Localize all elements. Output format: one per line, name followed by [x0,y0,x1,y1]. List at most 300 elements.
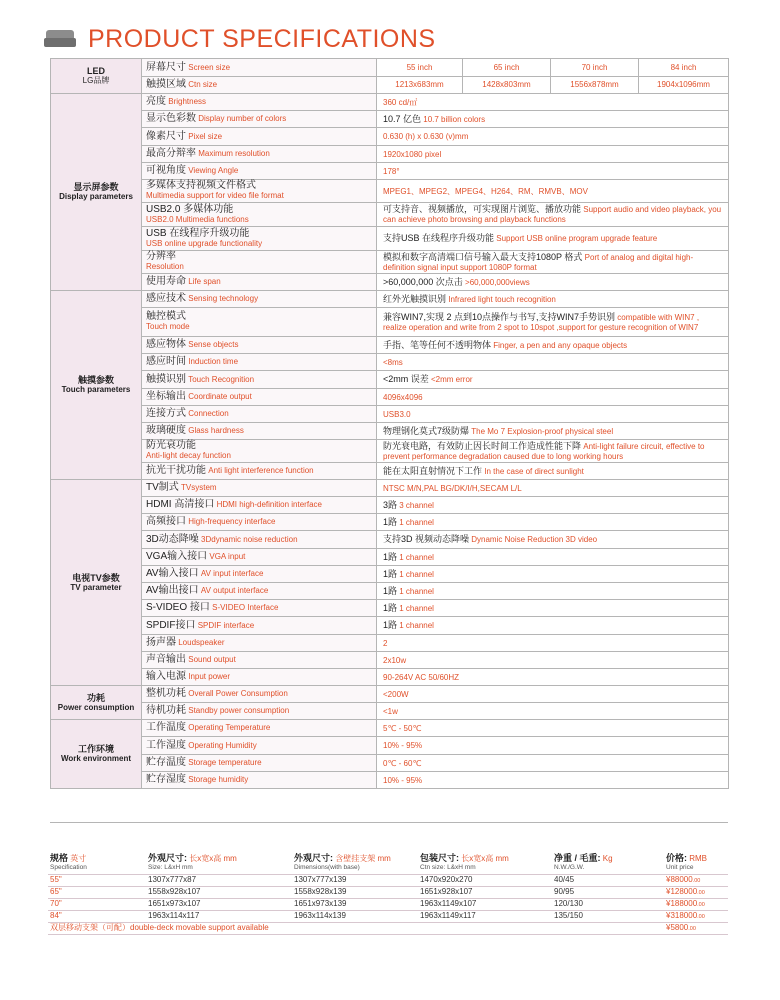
spec-row [51,291,729,308]
value-en: In the case of direct sunlight [484,466,584,476]
value-en: 1 channel [399,517,434,527]
label-cn: AV输入接口 [146,568,199,579]
category-cell [51,94,142,291]
label-en: Screen size [188,62,231,72]
label-cn: 触摸识别 [146,373,186,385]
label-cn: 玻璃硬度 [146,425,186,436]
value-en: 4096x4096 [383,392,423,402]
packing-cell-price [664,910,728,922]
spec-value [377,291,729,308]
category-subtitle: LG品牌 [82,76,110,85]
label-cn: 感应时间 [146,356,186,367]
spec-value [377,440,729,463]
header-cn: 外观尺寸: [148,853,187,863]
spec-label [142,497,377,514]
spec-value [377,423,729,440]
spec-label [142,703,377,720]
header-en: N.W./G.W. [554,864,585,871]
spec-row [51,531,729,549]
value-en: 1920x1080 pixel [383,149,442,159]
divider [50,822,728,823]
category-title: 工作环境 [77,744,114,754]
packing-row [48,886,728,898]
label-en: Viewing Angle [188,166,239,175]
spec-label [142,227,377,251]
label-cn: 显示色彩数 [146,113,196,124]
spec-row [51,480,729,497]
spec-table [50,58,729,789]
category-title: 显示屏参数 [73,182,119,192]
spec-label [142,480,377,497]
header-unit: 长x宽x高 mm [189,854,237,863]
spec-value [377,251,729,274]
spec-label [142,720,377,737]
value-en: NTSC M/N,PAL BG/DK/I/H,SECAM L/L [383,483,522,493]
spec-row [51,354,729,371]
label-en: Overall Power Consumption [188,689,288,698]
spec-label [142,251,377,274]
spec-row [51,337,729,354]
value-en: 0℃ - 60℃ [383,758,422,768]
label-cn: VGA输入接口 [146,551,208,562]
header-unit: 英寸 [70,854,87,863]
value-en: The Mo 7 Explosion-proof physical steel [471,426,614,436]
value-cn: 1路 [383,568,398,579]
label-en: Ctn size [188,80,218,89]
label-cn: 亮度 [146,96,166,107]
spec-row [51,463,729,480]
value-en: 10% - 95% [383,741,423,750]
category-title: 电视TV参数 [72,572,120,583]
packing-cell-ctn: 1651x928x107 [418,886,552,898]
label-en: Life span [188,277,221,286]
spec-row [51,440,729,463]
value-en: USB3.0 [383,409,411,419]
spec-label [142,686,377,703]
spec-value [377,128,729,146]
label-cn: 3D动态降噪 [146,533,199,545]
label-en: Anti-light decay function [146,451,231,460]
value-en: <2mm error [431,375,473,384]
value-en: 360 cd/㎡ [383,97,418,107]
packing-cell-weight: 120/130 [552,898,664,910]
size-cell: 65 inch [463,59,551,77]
spec-label [142,635,377,652]
spec-row [51,617,729,635]
header-unit: 含壁挂支架 mm [335,854,391,863]
value-cn: 兼容WIN7,实现 2 点到10点操作与书写,支持WIN7手势识别 [383,311,616,322]
spec-label [142,772,377,789]
value-en: 2 [383,638,388,648]
value-en: <8ms [383,357,403,367]
spec-label [142,514,377,531]
packing-cell-weight: 40/45 [552,874,664,886]
spec-label [142,440,377,463]
packing-header-cell [552,853,664,874]
value-en: 10% - 95% [383,775,423,785]
category-title: 功耗 [86,692,105,703]
spec-value [377,755,729,772]
spec-value [377,274,729,291]
spec-row [51,163,729,180]
spec-row [51,371,729,389]
category-cell [51,291,142,480]
spec-label [142,423,377,440]
spec-row [51,180,729,203]
spec-label [142,600,377,617]
value-cn: 红外光触摸识别 [383,293,447,304]
spec-label [142,549,377,566]
spec-label [142,291,377,308]
header-unit: 长x宽x高 mm [461,854,509,863]
label-en: Operating Temperature [188,723,271,732]
header-en: Unit price [666,864,694,871]
label-cn: 使用寿命 [146,276,186,287]
header-cn: 净重 / 毛重: [554,853,601,863]
spec-label [142,371,377,389]
spec-row [51,389,729,406]
spec-row [51,669,729,686]
spec-value [377,772,729,789]
spec-value [377,111,729,128]
label-cn: 屏幕尺寸 [146,61,186,73]
value-cn: 可支持音、视频播放，可实现图片浏览、播放功能 [383,204,582,214]
spec-row [51,549,729,566]
packing-header-cell [418,853,552,874]
label-cn: 像素尺寸 [146,130,186,142]
packing-header-cell [48,853,146,874]
label-en: TVsystem [181,483,217,492]
label-cn: 坐标输出 [146,391,186,402]
spec-row [51,251,729,274]
value-en: compatible with WIN7 , realize operation and write from 2 spot to 10spot ,support for gesture recognition of WIN7 [383,312,700,332]
label-en: Pixel size [188,131,223,141]
value-en: 1 channel [399,586,434,596]
value-cn: 支持USB 在线程序升级功能 [383,233,495,243]
label-cn: 连接方式 [146,408,186,419]
packing-cell-weight: 135/150 [552,910,664,922]
category-cell [51,480,142,686]
value-en: 1 channel [399,603,434,613]
header-cn: 包装尺寸: [420,853,459,863]
label-en: Coordinate output [188,392,252,401]
price-value: ¥128000 [666,886,698,896]
ctn-size-cell: 1556x878mm [551,77,639,94]
spec-label [142,406,377,423]
sofa-icon [44,30,76,48]
packing-cell-dim: 1558x928x107 [146,886,292,898]
spec-row [51,737,729,755]
category-title: LED [87,66,105,76]
value-cn: 防光衰电路，有效防止因长时间工作造成性能下降 [383,440,582,451]
spec-row [51,514,729,531]
category-subtitle: Work environment [60,754,132,763]
label-cn: 抗光干扰功能 [146,465,206,476]
label-en: Sound output [188,655,236,664]
spec-value [377,308,729,337]
label-en: Touch mode [146,322,190,331]
spec-label [142,128,377,146]
label-en: Glass hardness [188,426,244,435]
spec-row [51,406,729,423]
packing-cell-price [664,886,728,898]
label-en: Loudspeaker [178,638,225,647]
label-cn: SPDIF接口 [146,619,196,631]
spec-value [377,635,729,652]
packing-footer-row [48,922,728,934]
label-en: Sensing technology [188,294,259,303]
label-cn: 扬声器 [146,637,176,648]
label-cn: 可视角度 [146,165,186,176]
category-cell [51,720,142,789]
spec-value [377,227,729,251]
spec-value [377,566,729,583]
value-cn: 物理钢化莫式7级防爆 [383,425,470,436]
label-cn: 触控模式 [146,311,186,322]
packing-cell-dim-base: 1651x973x139 [292,898,418,910]
spec-value [377,389,729,406]
spec-row [51,94,729,111]
spec-value [377,406,729,423]
spec-label [142,77,377,94]
category-subtitle: TV parameter [70,582,122,592]
price-cents: .00 [697,889,705,896]
label-cn: 工作湿度 [146,739,186,751]
spec-row [51,686,729,703]
spec-label [142,203,377,227]
price-value: ¥88000 [666,874,693,884]
spec-label [142,163,377,180]
packing-cell-size: 70" [48,898,146,910]
label-en: Storage humidity [188,775,249,784]
value-en: Support audio and video playback, you can achieve photo browsing and playback functions [383,205,722,224]
packing-header-cell [146,853,292,874]
value-cn: 模拟和数字高清端口信号输入最大支持1080P 格式 [383,251,583,262]
label-cn: 高频接口 [146,516,186,527]
spec-value [377,337,729,354]
label-en: AV input interface [200,569,264,578]
label-cn: HDMI 高清接口 [146,499,215,510]
accessory-label: 双层移动支架（可配）double-deck movable support available [48,922,664,934]
page-header [44,24,436,54]
packing-cell-weight: 90/95 [552,886,664,898]
spec-label [142,583,377,600]
spec-label [142,274,377,291]
header-en: Specification [50,864,87,871]
spec-value [377,600,729,617]
category-title: 触摸参数 [77,375,114,385]
value-en: Support USB online program upgrade feature [496,234,658,243]
packing-table [48,853,728,935]
spec-value [377,203,729,227]
packing-cell-dim-base: 1558x928x139 [292,886,418,898]
spec-label [142,617,377,635]
label-en: AV output interface [200,586,269,595]
page-title: PRODUCT SPECIFICATIONS [88,24,436,53]
spec-label [142,652,377,669]
spec-row [51,703,729,720]
value-en: 0.630 (h) x 0.630 (v)mm [383,132,469,141]
spec-value [377,737,729,755]
ctn-size-cell: 1904x1096mm [639,77,729,94]
value-en: 1 channel [399,569,434,579]
spec-value [377,180,729,203]
price-value: ¥318000 [666,910,698,920]
value-en: Port of analog and digital high-definition signal input support 1080P format [383,252,694,272]
spec-row [51,635,729,652]
value-cn: 手指、笔等任何不透明物体 [383,339,492,350]
label-cn: 感应技术 [146,293,186,304]
label-cn: 待机功耗 [146,705,186,716]
packing-cell-price [664,874,728,886]
spec-row [51,497,729,514]
spec-row [51,203,729,227]
header-en: Size: L&xH mm [148,864,193,871]
value-en: Anti-light failure circuit, effective to prevent performance degradation caused due to long working hours [383,441,705,461]
packing-cell-size: 55" [48,874,146,886]
spec-row [51,128,729,146]
value-cn: 1路 [383,585,398,596]
spec-row [51,652,729,669]
spec-value [377,583,729,600]
label-cn: 声音输出 [146,654,186,665]
spec-row [51,59,729,77]
label-cn: AV输出接口 [146,585,199,596]
spec-value [377,720,729,737]
label-cn: TV制式 [146,482,179,493]
value-cn: 10.7 亿色 [383,113,422,124]
value-en: 10.7 billion colors [423,114,486,124]
value-en: <1w [383,706,398,716]
label-cn: USB 在线程序升级功能 [146,227,250,239]
packing-cell-dim-base: 1307x777x139 [292,874,418,886]
label-cn: 分辨率 [146,251,176,262]
spec-value [377,163,729,180]
label-cn: 输入电源 [146,671,186,682]
spec-label [142,337,377,354]
spec-value [377,463,729,480]
label-en: Brightness [168,97,207,106]
spec-row [51,566,729,583]
ctn-size-cell: 1213x683mm [377,77,463,94]
packing-cell-size: 84" [48,910,146,922]
packing-header-cell [664,853,728,874]
spec-value [377,617,729,635]
packing-cell-ctn: 1470x920x270 [418,874,552,886]
spec-row [51,308,729,337]
label-cn: 工作温度 [146,722,186,733]
spec-value [377,371,729,389]
packing-header-cell [292,853,418,874]
label-en: Display number of colors [198,114,287,123]
label-cn: 最高分辩率 [146,148,196,159]
header-en: Dimensions(with base) [294,864,360,871]
label-en: USB2.0 Multimedia functions [146,214,249,224]
spec-row [51,755,729,772]
category-subtitle: Touch parameters [61,385,131,394]
spec-value [377,514,729,531]
value-cn: 支持3D 视频动态降噪 [383,534,470,544]
spec-value [377,703,729,720]
spec-value [377,354,729,371]
label-en: Sense objects [188,340,239,349]
spec-label [142,146,377,163]
packing-cell-dim: 1963x114x117 [146,910,292,922]
price-value: ¥5800 [666,922,689,932]
category-cell [51,686,142,720]
spec-row [51,772,729,789]
value-en: >60,000,000views [465,277,530,287]
price-cents: .00 [692,877,701,884]
category-subtitle: Display parameters [59,192,133,201]
label-en: Anti light interference function [208,466,314,475]
packing-row [48,910,728,922]
value-en: <200W [383,689,409,699]
label-cn: 触摸区域 [146,79,186,90]
label-en: 3Ddynamic noise reduction [201,534,298,544]
spec-value [377,497,729,514]
spec-row [51,274,729,291]
value-cn: 1路 [383,516,398,527]
label-en: USB online upgrade functionality [146,238,263,248]
spec-label [142,389,377,406]
label-en: Multimedia support for video file format [146,191,284,200]
spec-value [377,531,729,549]
value-en: 90-264V AC 50/60HZ [383,672,460,682]
spec-value [377,549,729,566]
spec-value [377,146,729,163]
value-cn: 1路 [383,551,398,562]
spec-label [142,354,377,371]
ctn-size-cell: 1428x803mm [463,77,551,94]
spec-label [142,94,377,111]
label-cn: 多媒体支持视频文件格式 [146,180,256,191]
label-en: Input power [188,672,231,681]
value-en: Finger, a pen and any opaque objects [493,340,628,350]
spec-row [51,146,729,163]
packing-cell-dim: 1307x777x87 [146,874,292,886]
value-en: 1 channel [399,621,434,630]
label-en: Operating Humidity [188,740,257,750]
label-en: High-frequency interface [188,517,276,526]
value-cn: 1路 [383,620,398,630]
category-cell [51,59,142,94]
label-en: Induction time [188,357,239,366]
packing-cell-size: 65" [48,886,146,898]
header-cn: 价格: [666,853,687,863]
size-cell: 70 inch [551,59,639,77]
value-en: Infrared light touch recognition [448,294,556,304]
spec-label [142,755,377,772]
price-cents: .00 [697,901,705,908]
packing-row [48,898,728,910]
value-en: 3 channel [399,500,434,510]
value-en: 2x10w [383,655,407,665]
value-cn: 3路 [383,499,398,510]
label-en: Storage temperature [188,758,262,767]
header-en: Ctn size: L&xH mm [420,864,476,871]
label-cn: 贮存温度 [146,757,186,768]
spec-row [51,583,729,600]
packing-cell-ctn: 1963x1149x107 [418,898,552,910]
spec-value [377,480,729,497]
price-value: ¥188000 [666,898,698,908]
label-en: S-VIDEO Interface [212,603,279,612]
label-cn: S-VIDEO 接口 [146,602,210,613]
label-en: Maximum resolution [198,149,270,158]
label-cn: USB2.0 多媒体功能 [146,203,234,215]
spec-row [51,77,729,94]
